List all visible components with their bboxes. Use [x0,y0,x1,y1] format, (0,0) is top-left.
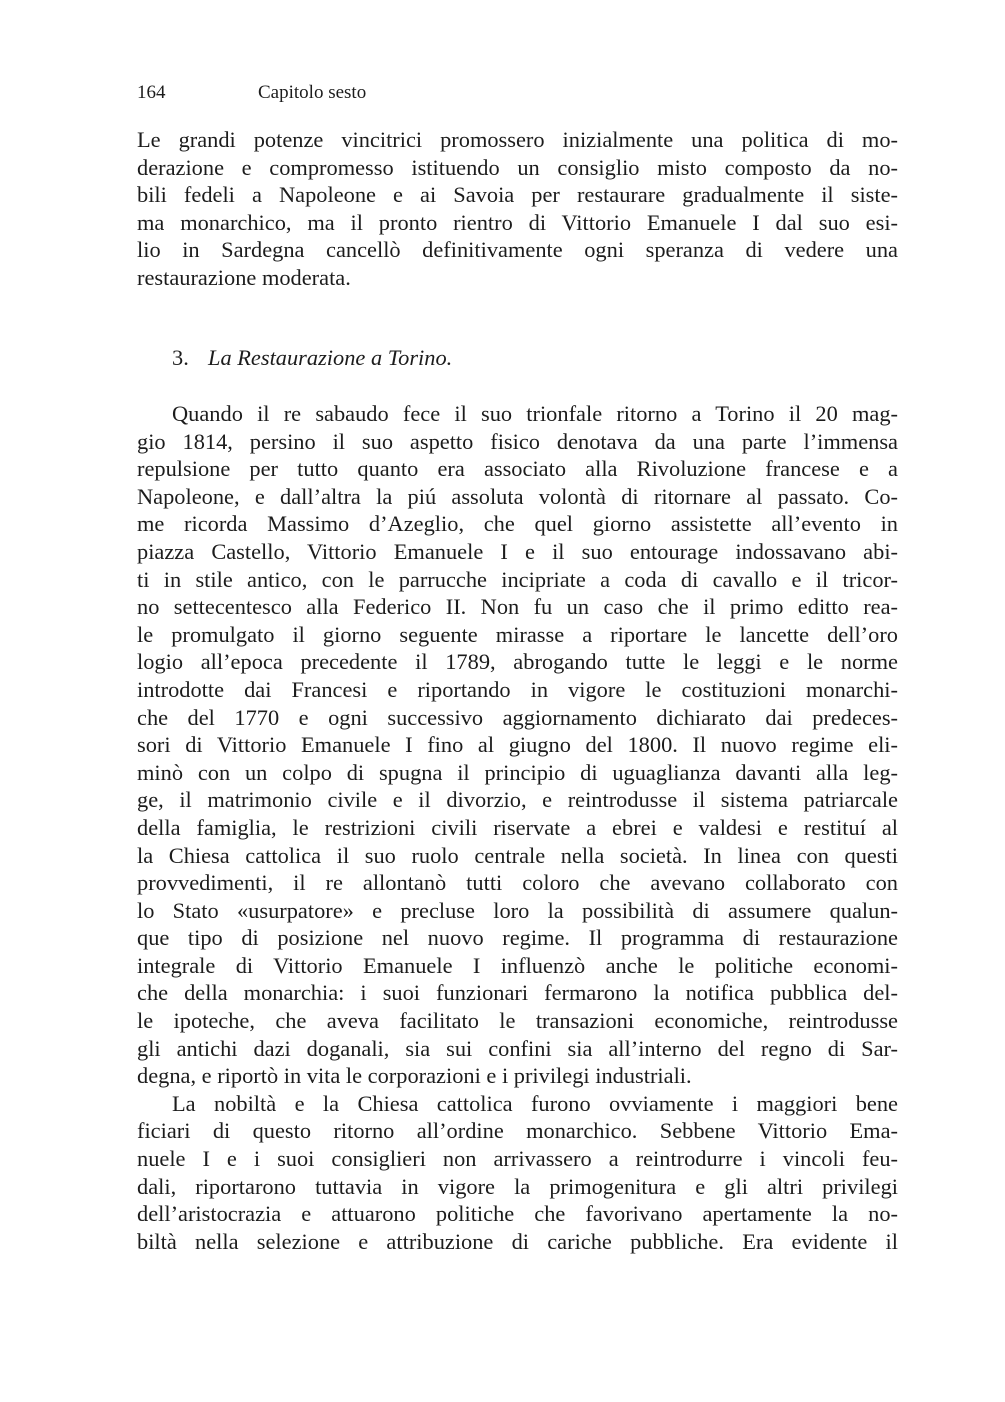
text-line: le ipoteche, che aveva facilitato le transazioni economiche, reintrodusse [137,1008,898,1034]
text-line: derazione e compromesso istituendo un consiglio misto composto da no- [137,154,898,180]
section-heading-block [137,344,898,372]
text-line: Quando il re sabaudo fece il suo trionfale ritorno a Torino il 20 mag- [172,401,898,426]
text-line: provvedimenti, il re allontanò tutti coloro che avevano collaborato con [137,870,898,896]
section-heading [137,344,898,372]
intro-paragraph [137,126,898,292]
text-line: piazza Castello, Vittorio Emanuele I e il suo entourage indossavano abi- [137,538,898,564]
section-number: 3. [172,345,189,370]
text-line: que tipo di posizione nel nuovo regime. Il programma di restaurazione [137,925,898,951]
text-line: sori di Vittorio Emanuele I fino al giugno del 1800. Il nuovo regime eli- [137,732,898,758]
text-line: me ricorda Massimo d’Azeglio, che quel giorno assistette all’evento in [137,511,898,537]
text-line: bili fedeli a Napoleone e ai Savoia per restaurare gradualmente il siste- [137,182,898,208]
page-number: 164 [137,82,166,103]
text-line: restaurazione moderata. [137,264,351,290]
text-line: biltà nella selezione e attribuzione di cariche pubbliche. Era evidente il [137,1228,898,1254]
text-line: della famiglia, le restrizioni civili riservate a ebrei e valdesi e restituí al [137,814,898,840]
text-line: ge, il matrimonio civile e il divorzio, e reintrodusse il sistema patriarcale [137,787,898,813]
text-line: minò con un colpo di spugna il principio di uguaglianza davanti alla leg- [137,759,898,785]
section-title: La Restaurazione a Torino. [208,345,453,370]
text-line: degna, e riportò in vita le corporazioni e i privilegi industriali. [137,1063,692,1089]
running-head [137,80,366,106]
text-line: che del 1770 e ogni successivo aggiornamento dichiarato dai predeces- [137,704,898,730]
text-line: le promulgato il giorno seguente mirasse a riportare le lancette dell’oro [137,621,898,647]
text-line: gio 1814, persino il suo aspetto fisico denotava da una parte l’immensa [137,428,898,454]
text-line: no settecentesco alla Federico II. Non fu un caso che il primo editto rea- [137,594,898,620]
text-line: gli antichi dazi doganali, sia sui confini sia all’interno del regno di Sar- [137,1035,898,1061]
chapter-title: Capitolo sesto [258,82,367,103]
text-line: la Chiesa cattolica il suo ruolo centrale nella società. In linea con questi [137,842,898,868]
text-line: nuele I e i suoi consiglieri non arrivassero a reintrodurre i vincoli feu- [137,1146,898,1172]
text-line: lio in Sardegna cancellò definitivamente ogni speranza di vedere una [137,237,898,263]
paragraph-1 [137,400,898,1090]
text-line: ma monarchico, ma il pronto rientro di Vittorio Emanuele I dal suo esi- [137,209,898,235]
text-line: Le grandi potenze vincitrici promossero inizialmente una politica di mo- [137,127,898,152]
text-line: dali, riportarono tuttavia in vigore la primogenitura e gli altri privilegi [137,1173,898,1199]
text-line: lo Stato «usurpatore» e precluse loro la possibilità di assumere qualun- [137,897,898,923]
text-line: che della monarchia: i suoi funzionari fermarono la notifica pubblica del- [137,980,898,1006]
main-text [137,400,898,1255]
text-line: ficiari di questo ritorno all’ordine monarchico. Sebbene Vittorio Ema- [137,1118,898,1144]
text-line: La nobiltà e la Chiesa cattolica furono ovviamente i maggiori bene [172,1090,898,1116]
text-line: introdotte dai Francesi e riportando in vigore le costituzioni monarchi- [137,676,898,702]
text-line: repulsione per tutto quanto era associato alla Rivoluzione francese e a [137,456,898,482]
text-line: ti in stile antico, con le parrucche incipriate a coda di cavallo e il tricor- [137,566,898,592]
text-line: integrale di Vittorio Emanuele I influenzò anche le politiche economi- [137,952,898,978]
text-line: Napoleone, e dall’altra la piú assoluta volontà di ritornare al passato. Co- [137,483,898,509]
text-line: dell’aristocrazia e attuarono politiche che favorivano apertamente la no- [137,1201,898,1227]
paragraph-2 [137,1090,898,1256]
text-line: logio all’epoca precedente il 1789, abrogando tutte le leggi e le norme [137,649,898,675]
